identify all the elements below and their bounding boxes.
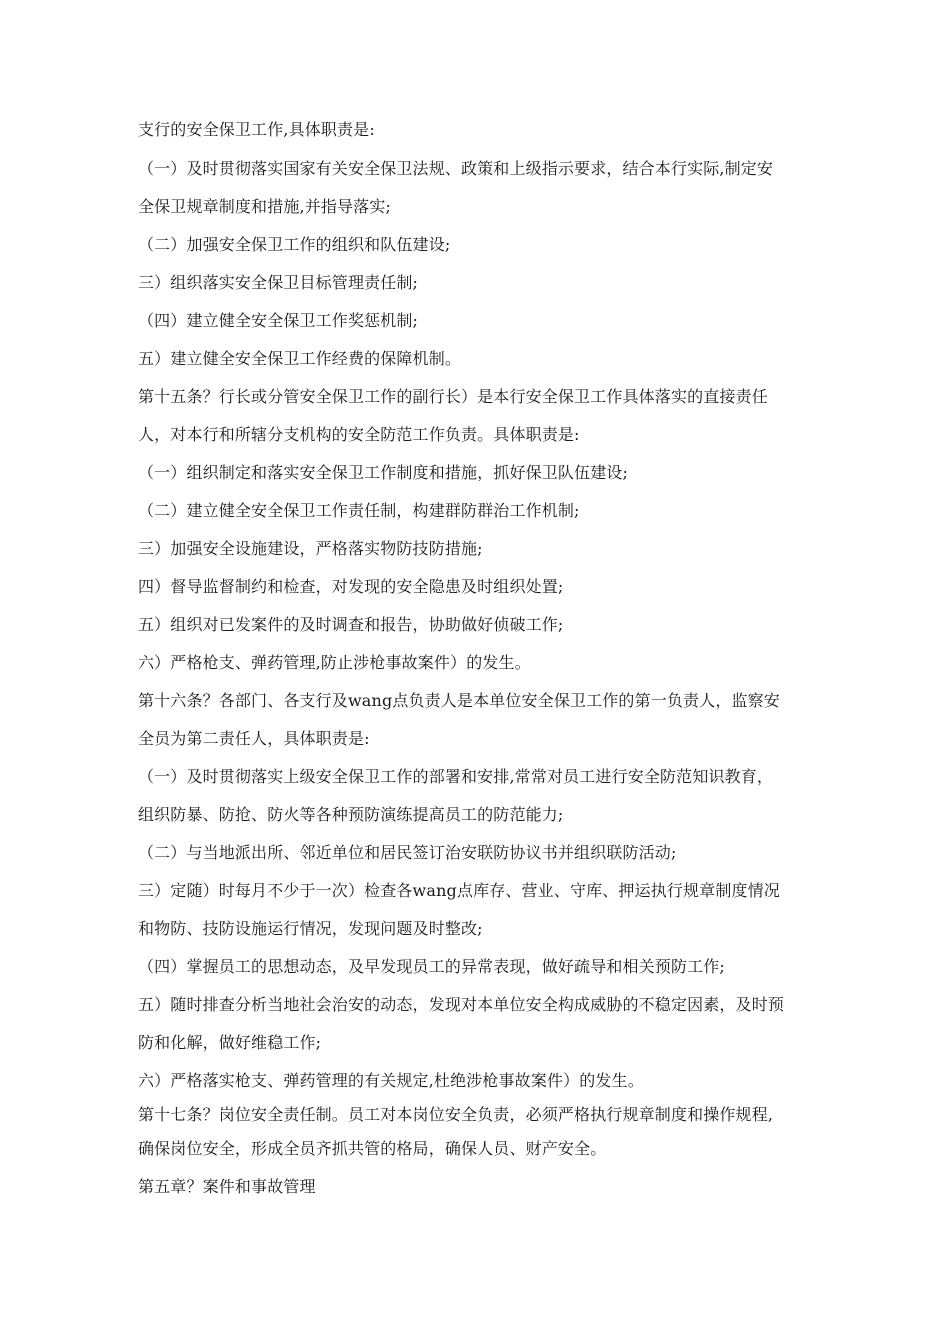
text-line: （一）组织制定和落实安全保卫工作制度和措施，抓好保卫队伍建设; [138, 463, 629, 482]
text-line: 组织防暴、防抢、防火等各种预防演练提高员工的防范能力; [138, 805, 564, 824]
text-line: 全员为第二责任人，具体职责是: [138, 729, 370, 748]
text-line: （二）加强安全保卫工作的组织和队伍建设; [138, 235, 451, 254]
text-line: 四）督导监督制约和检查，对发现的安全隐患及时组织处置; [138, 577, 564, 596]
text-line: 第十五条？行长或分管安全保卫工作的副行长）是本行安全保卫工作具体落实的直接责任 [138, 387, 768, 406]
text-line: （二）建立健全安全保卫工作责任制，构建群防群治工作机制; [138, 501, 580, 520]
text-line: （四）掌握员工的思想动态，及早发现员工的异常表现，做好疏导和相关预防工作; [138, 957, 725, 976]
text-line: 防和化解，做好维稳工作; [138, 1033, 322, 1052]
text-line: 五）建立健全安全保卫工作经费的保障机制。 [138, 349, 462, 368]
text-line: 确保岗位安全，形成全员齐抓共管的格局，确保人员、财产安全。 [138, 1139, 607, 1158]
text-line: 全保卫规章制度和措施,并指导落实; [138, 197, 392, 216]
text-line: 第五章？案件和事故管理 [138, 1177, 316, 1196]
text-line: （二）与当地派出所、邻近单位和居民签订治安联防协议书并组织联防活动; [138, 843, 677, 862]
text-line: 三）定随）时每月不少于一次）检查各wang点库存、营业、守库、押运执行规章制度情况 [138, 881, 780, 900]
text-line: 和物防、技防设施运行情况，发现问题及时整改; [138, 919, 483, 938]
text-line: 三）加强安全设施建设，严格落实物防技防措施; [138, 539, 483, 558]
text-line: 第十七条？岗位安全责任制。员工对本岗位安全负责，必须严格执行规章制度和操作规程, [138, 1105, 774, 1124]
text-line: 五）随时排查分析当地社会治安的动态，发现对本单位安全构成威胁的不稳定因素，及时预 [138, 995, 785, 1014]
text-line: 支行的安全保卫工作,具体职责是: [138, 120, 375, 139]
text-line: 五）组织对已发案件的及时调查和报告，协助做好侦破工作; [138, 615, 564, 634]
text-line: 第十六条？各部门、各支行及wang点负责人是本单位安全保卫工作的第一负责人，监察安 [138, 691, 780, 710]
text-line: 六）严格落实枪支、弹药管理的有关规定,杜绝涉枪事故案件）的发生。 [138, 1071, 644, 1090]
text-line: 人，对本行和所辖分支机构的安全防范工作负责。具体职责是: [138, 425, 580, 444]
text-line: 六）严格枪支、弹药管理,防止涉枪事故案件）的发生。 [138, 653, 531, 672]
text-line: 三）组织落实安全保卫目标管理责任制; [138, 273, 419, 292]
text-line: （一）及时贯彻落实上级安全保卫工作的部署和安排,常常对员工进行安全防范知识教育， [138, 767, 774, 786]
text-line: （一）及时贯彻落实国家有关安全保卫法规、政策和上级指示要求，结合本行实际,制定安 [138, 159, 774, 178]
text-line: （四）建立健全安全保卫工作奖惩机制; [138, 311, 419, 330]
